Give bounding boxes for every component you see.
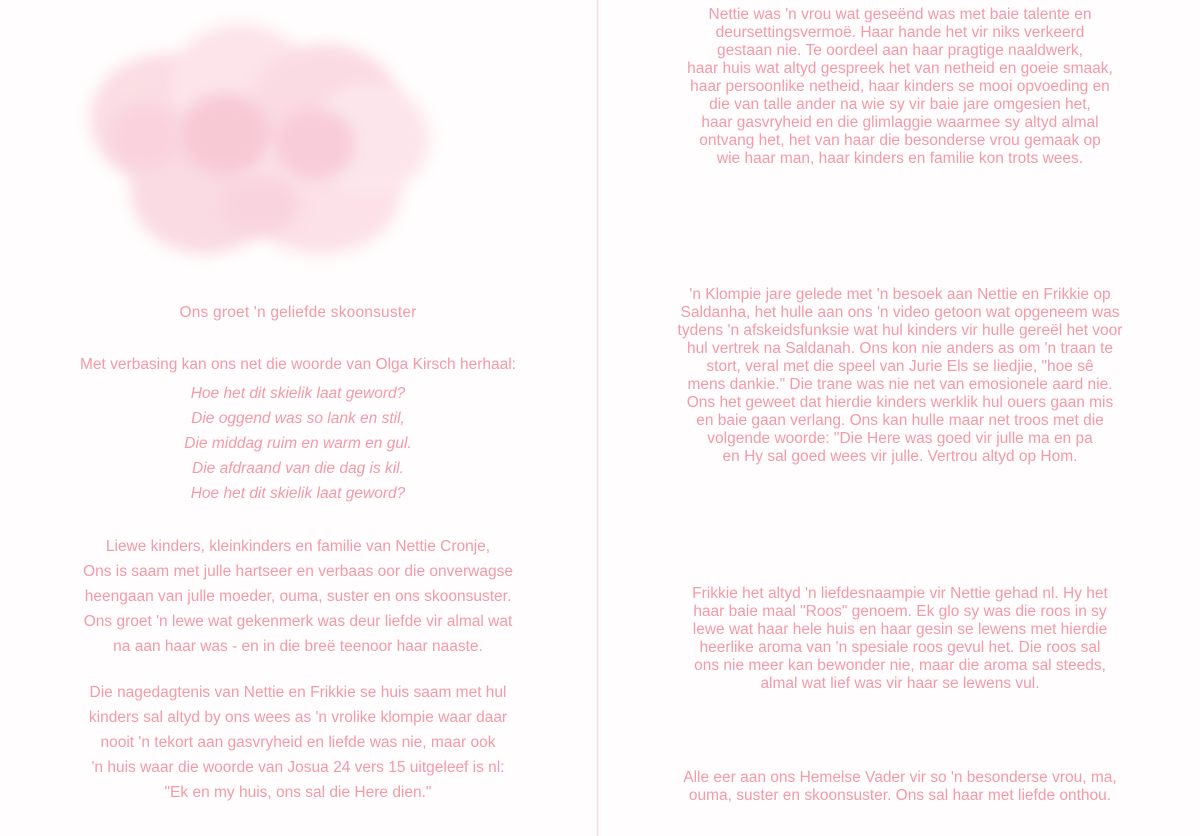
text-line: Liewe kinders, kleinkinders en familie van Nettie Cronje, [105, 538, 491, 555]
text-line: Nettie was 'n vrou wat geseënd was met baie talente en [708, 6, 1092, 23]
left-paragraph-2 [0, 680, 596, 806]
text-line: nooit 'n tekort aan gasvryheid en liefde was nie, maar ook [100, 734, 496, 752]
text-line: haar huis wat altyd gespreek het van netheid en goeie smaak, [687, 60, 1113, 77]
pink-roses-photo [70, 14, 440, 264]
right-column [600, 0, 1200, 836]
left-intro-text: Met verbasing kan ons net die woorde van Olga Kirsch herhaal: [80, 356, 516, 373]
text-line: haar gasvryheid en die glimlaggie waarmee sy altyd almal [701, 114, 1099, 131]
text-line: hul vertrek na Saldanah. Ons kon nie anders as om 'n traan te [686, 340, 1113, 357]
text-line: "Ek en my huis, ons sal die Here dien." [164, 784, 432, 802]
text-line: 'n Klompie jare gelede met 'n besoek aan Nettie en Frikkie op [689, 286, 1111, 303]
text-line: tydens 'n afskeidsfunksie wat hul kinders vir hulle gereël het voor [677, 322, 1123, 339]
left-column [0, 0, 596, 836]
poem-block [0, 381, 596, 507]
text-line: en Hy sal goed wees vir julle. Vertrou altyd op Hom. [722, 448, 1078, 465]
text-line: die van talle ander na wie sy vir baie jare omgesien het, [709, 96, 1091, 113]
text-line: lewe wat haar hele huis en haar gesin se lewens met hierdie [692, 621, 1108, 638]
text-line: ontvang het, het van haar die besonderse vrou gemaak op [699, 132, 1101, 149]
text-line: Alle eer aan ons Hemelse Vader vir so 'n besonderse vrou, ma, [683, 769, 1117, 786]
text-line: haar baie maal "Roos" genoem. Ek glo sy was die roos in sy [693, 603, 1107, 620]
text-line: mens dankie." Die trane was nie net van emosionele aard nie. [687, 376, 1113, 393]
text-line: 'n huis waar die woorde van Josua 24 vers 15 uitgeleef is nl: [91, 759, 505, 777]
poem-line: Hoe het dit skielik laat geword? [190, 485, 406, 503]
text-line: Ons groet 'n lewe wat gekenmerk was deur liefde vir almal wat [83, 613, 513, 631]
page-fold-line [596, 0, 599, 836]
poem-line: Die oggend was so lank en stil, [191, 410, 405, 428]
right-paragraph-2 [600, 286, 1200, 466]
right-paragraph-1 [600, 6, 1200, 168]
text-line: ouma, suster en skoonsuster. Ons sal haar met liefde onthou. [688, 787, 1112, 804]
poem-line: Die afdraand van die dag is kil. [192, 460, 404, 478]
text-line: Frikkie het altyd 'n liefdesnaampie vir Nettie gehad nl. Hy het [692, 585, 1108, 602]
text-line: Die nagedagtenis van Nettie en Frikkie se huis saam met hul [89, 684, 507, 701]
left-paragraph-1 [0, 534, 596, 660]
text-line: gestaan nie. Te oordeel aan haar pragtige naaldwerk, [717, 42, 1083, 59]
text-line: ons nie meer kan bewonder nie, maar die aroma sal steeds, [694, 657, 1106, 674]
text-line: deursettingsvermoë. Haar hande het vir niks verkeerd [715, 24, 1085, 41]
poem-line: Die middag ruim en warm en gul. [184, 435, 412, 453]
text-line: Ons is saam met julle hartseer en verbaas oor die onverwagse [83, 563, 513, 581]
text-line: volgende woorde: "Die Here was goed vir julle ma en pa [707, 430, 1093, 447]
text-line: Ons het geweet dat hierdie kinders werklik hul ouers gaan mis [686, 394, 1114, 411]
text-line: en baie gaan verlang. Ons kan hulle maar net troos met die [696, 412, 1104, 429]
text-line: wie haar man, haar kinders en familie kon trots wees. [716, 150, 1084, 167]
text-line: na aan haar was - en in die breë teenoor haar naaste. [113, 638, 483, 656]
text-line: heengaan van julle moeder, ouma, suster en ons skoonsuster. [84, 588, 512, 606]
text-line: heerlike aroma van 'n spesiale roos gevul het. Die roos sal [699, 639, 1101, 656]
text-line: stort, veral met die speel van Jurie Els se liedjie, "hoe sê [706, 358, 1094, 375]
text-line: almal wat lief was vir haar se lewens vul. [760, 675, 1040, 692]
left-heading: Ons groet 'n geliefde skoonsuster [179, 304, 417, 321]
right-paragraph-3 [600, 585, 1200, 693]
right-paragraph-4 [600, 769, 1200, 805]
text-line: haar persoonlike netheid, haar kinders se mooi opvoeding en [690, 78, 1110, 95]
text-line: kinders sal altyd by ons wees as 'n vrolike klompie waar daar [88, 709, 508, 727]
text-line: Saldanha, het hulle aan ons 'n video getoon wat opgeneem was [680, 304, 1120, 321]
poem-line: Hoe het dit skielik laat geword? [190, 385, 406, 402]
